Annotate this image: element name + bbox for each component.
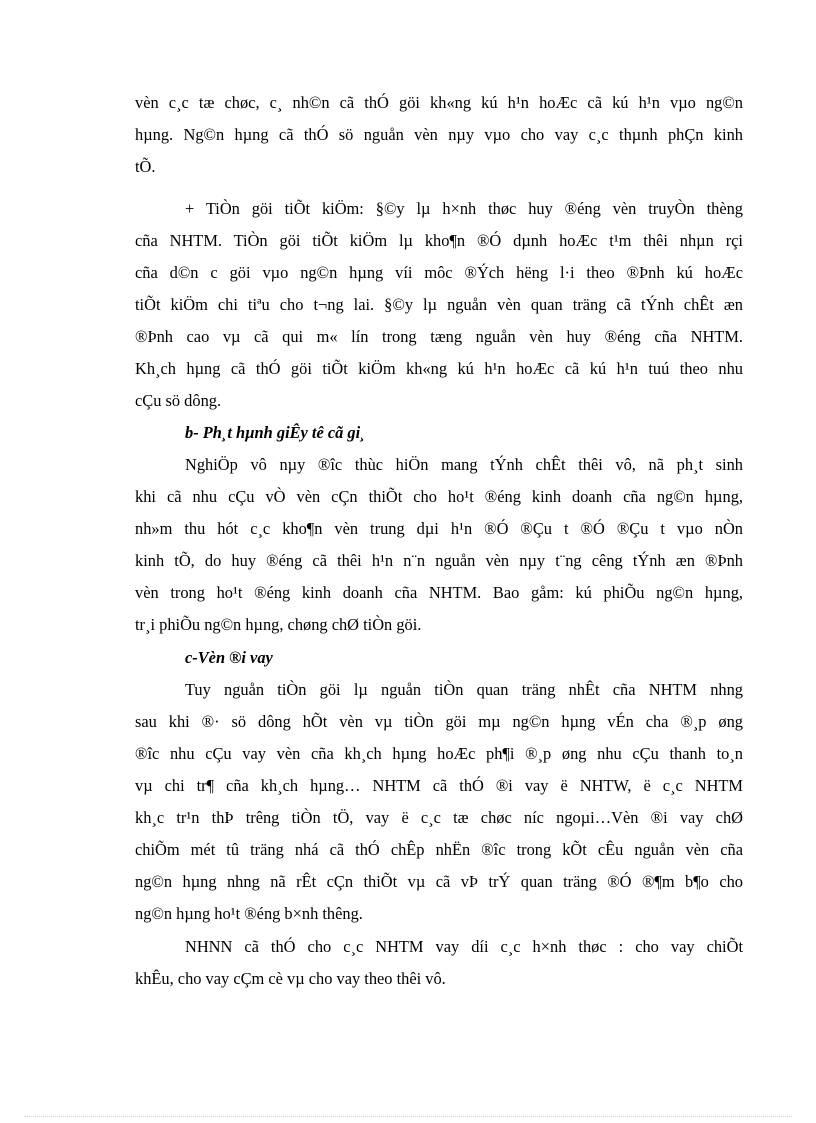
- paragraph-line: vµ chi tr¶ cña kh¸ch hµng… NHTM cã thÓ ®i vay ë NHTW, ë c¸c NHTM: [135, 776, 743, 795]
- paragraph-line: khÊu, cho vay cÇm cè vµ cho vay theo thêi vô.: [135, 969, 446, 988]
- page-bottom-divider: [24, 1116, 792, 1117]
- paragraph-line: + TiÒn göi tiÕt kiÖm: §©y lµ h×nh thøc huy ®éng vèn truyÒn thèng: [185, 199, 743, 218]
- paragraph-line: Kh¸ch hµng cã thÓ göi tiÕt kiÖm kh«ng kú h¹n hoÆc cã kú h¹n tuú theo nhu: [135, 359, 743, 378]
- paragraph-line: cÇu sö dông.: [135, 391, 222, 410]
- paragraph-line: ng©n hµng nhng nã rÊt cÇn thiÕt vµ cã vÞ trÝ quan träng ®Ó ®¶m b¶o cho: [135, 872, 743, 891]
- paragraph-line: vèn trong ho¹t ®éng kinh doanh cña NHTM. Bao gåm: kú phiÕu ng©n hµng,: [135, 583, 743, 602]
- paragraph-line: ®Þnh cao vµ cã qui m« lín trong tæng nguån vèn huy ®éng cña NHTM.: [135, 327, 743, 346]
- paragraph-line: kh¸c tr¹n thÞ trêng tiÒn tÖ, vay ë c¸c tæ chøc níc ngoµi…Vèn ®i vay chØ: [135, 808, 743, 827]
- paragraph-line: NghiÖp vô nµy ®îc thùc hiÖn mang tÝnh chÊt thêi vô, nã ph¸t sinh: [185, 455, 743, 474]
- paragraph-line: tÕ.: [135, 157, 156, 176]
- paragraph-line: chiÕm mét tû träng nhá cã thÓ chÊp nhËn ®îc trong kÕt cÊu nguån vèn cña: [135, 840, 743, 859]
- paragraph-line: cña NHTM. TiÒn göi tiÕt kiÖm lµ kho¶n ®Ó dµnh hoÆc t¹m thêi nhµn rçi: [135, 231, 743, 250]
- paragraph-line: sau khi ®· sö dông hÕt vèn vµ tiÒn göi mµ ng©n hµng vÉn cha ®¸p øng: [135, 712, 743, 731]
- paragraph-line: cña d©n c göi vµo ng©n hµng víi môc ®Ých hëng l·i theo ®Þnh kú hoÆc: [135, 263, 743, 282]
- paragraph-line: hµng. Ng©n hµng cã thÓ sö nguån vèn nµy vµo cho vay c¸c thµnh phÇn kinh: [135, 125, 743, 144]
- paragraph-line: Tuy nguån tiÒn göi lµ nguån tiÒn quan träng nhÊt cña NHTM nhng: [185, 680, 743, 699]
- paragraph-line: tr¸i phiÕu ng©n hµng, chøng chØ tiÒn göi.: [135, 615, 422, 634]
- paragraph-line: kinh tÕ, do huy ®éng cã thêi h¹n n¨n nguån vèn nµy t¨ng cêng tÝnh æn ®Þnh: [135, 551, 743, 570]
- paragraph-line: khi cã nhu cÇu vÒ vèn cÇn thiÕt cho ho¹t ®éng kinh doanh cña ng©n hµng,: [135, 487, 743, 506]
- section-heading: c-Vèn ®i vay: [185, 648, 273, 667]
- paragraph-line: ng©n hµng ho¹t ®éng b×nh thêng.: [135, 904, 363, 923]
- paragraph-line: NHNN cã thÓ cho c¸c NHTM vay díi c¸c h×nh thøc : cho vay chiÕt: [185, 937, 743, 956]
- paragraph-line: tiÕt kiÖm chi tiªu cho t¬ng lai. §©y lµ nguån vèn quan träng cã tÝnh chÊt æn: [135, 295, 743, 314]
- paragraph-line: nh»m thu hót c¸c kho¶n vèn trung dµi h¹n ®Ó ®Çu t ®Ó ®Çu t vµo nÒn: [135, 519, 743, 538]
- paragraph-line: vèn c¸c tæ chøc, c¸ nh©n cã thÓ göi kh«ng kú h¹n hoÆc cã kú h¹n vµo ng©n: [135, 93, 743, 112]
- section-heading: b- Ph¸t hµnh giÊy tê cã gi¸: [185, 423, 366, 442]
- paragraph-line: ®îc nhu cÇu vay vèn cña kh¸ch hµng hoÆc ph¶i ®¸p øng nhu cÇu thanh to¸n: [135, 744, 743, 763]
